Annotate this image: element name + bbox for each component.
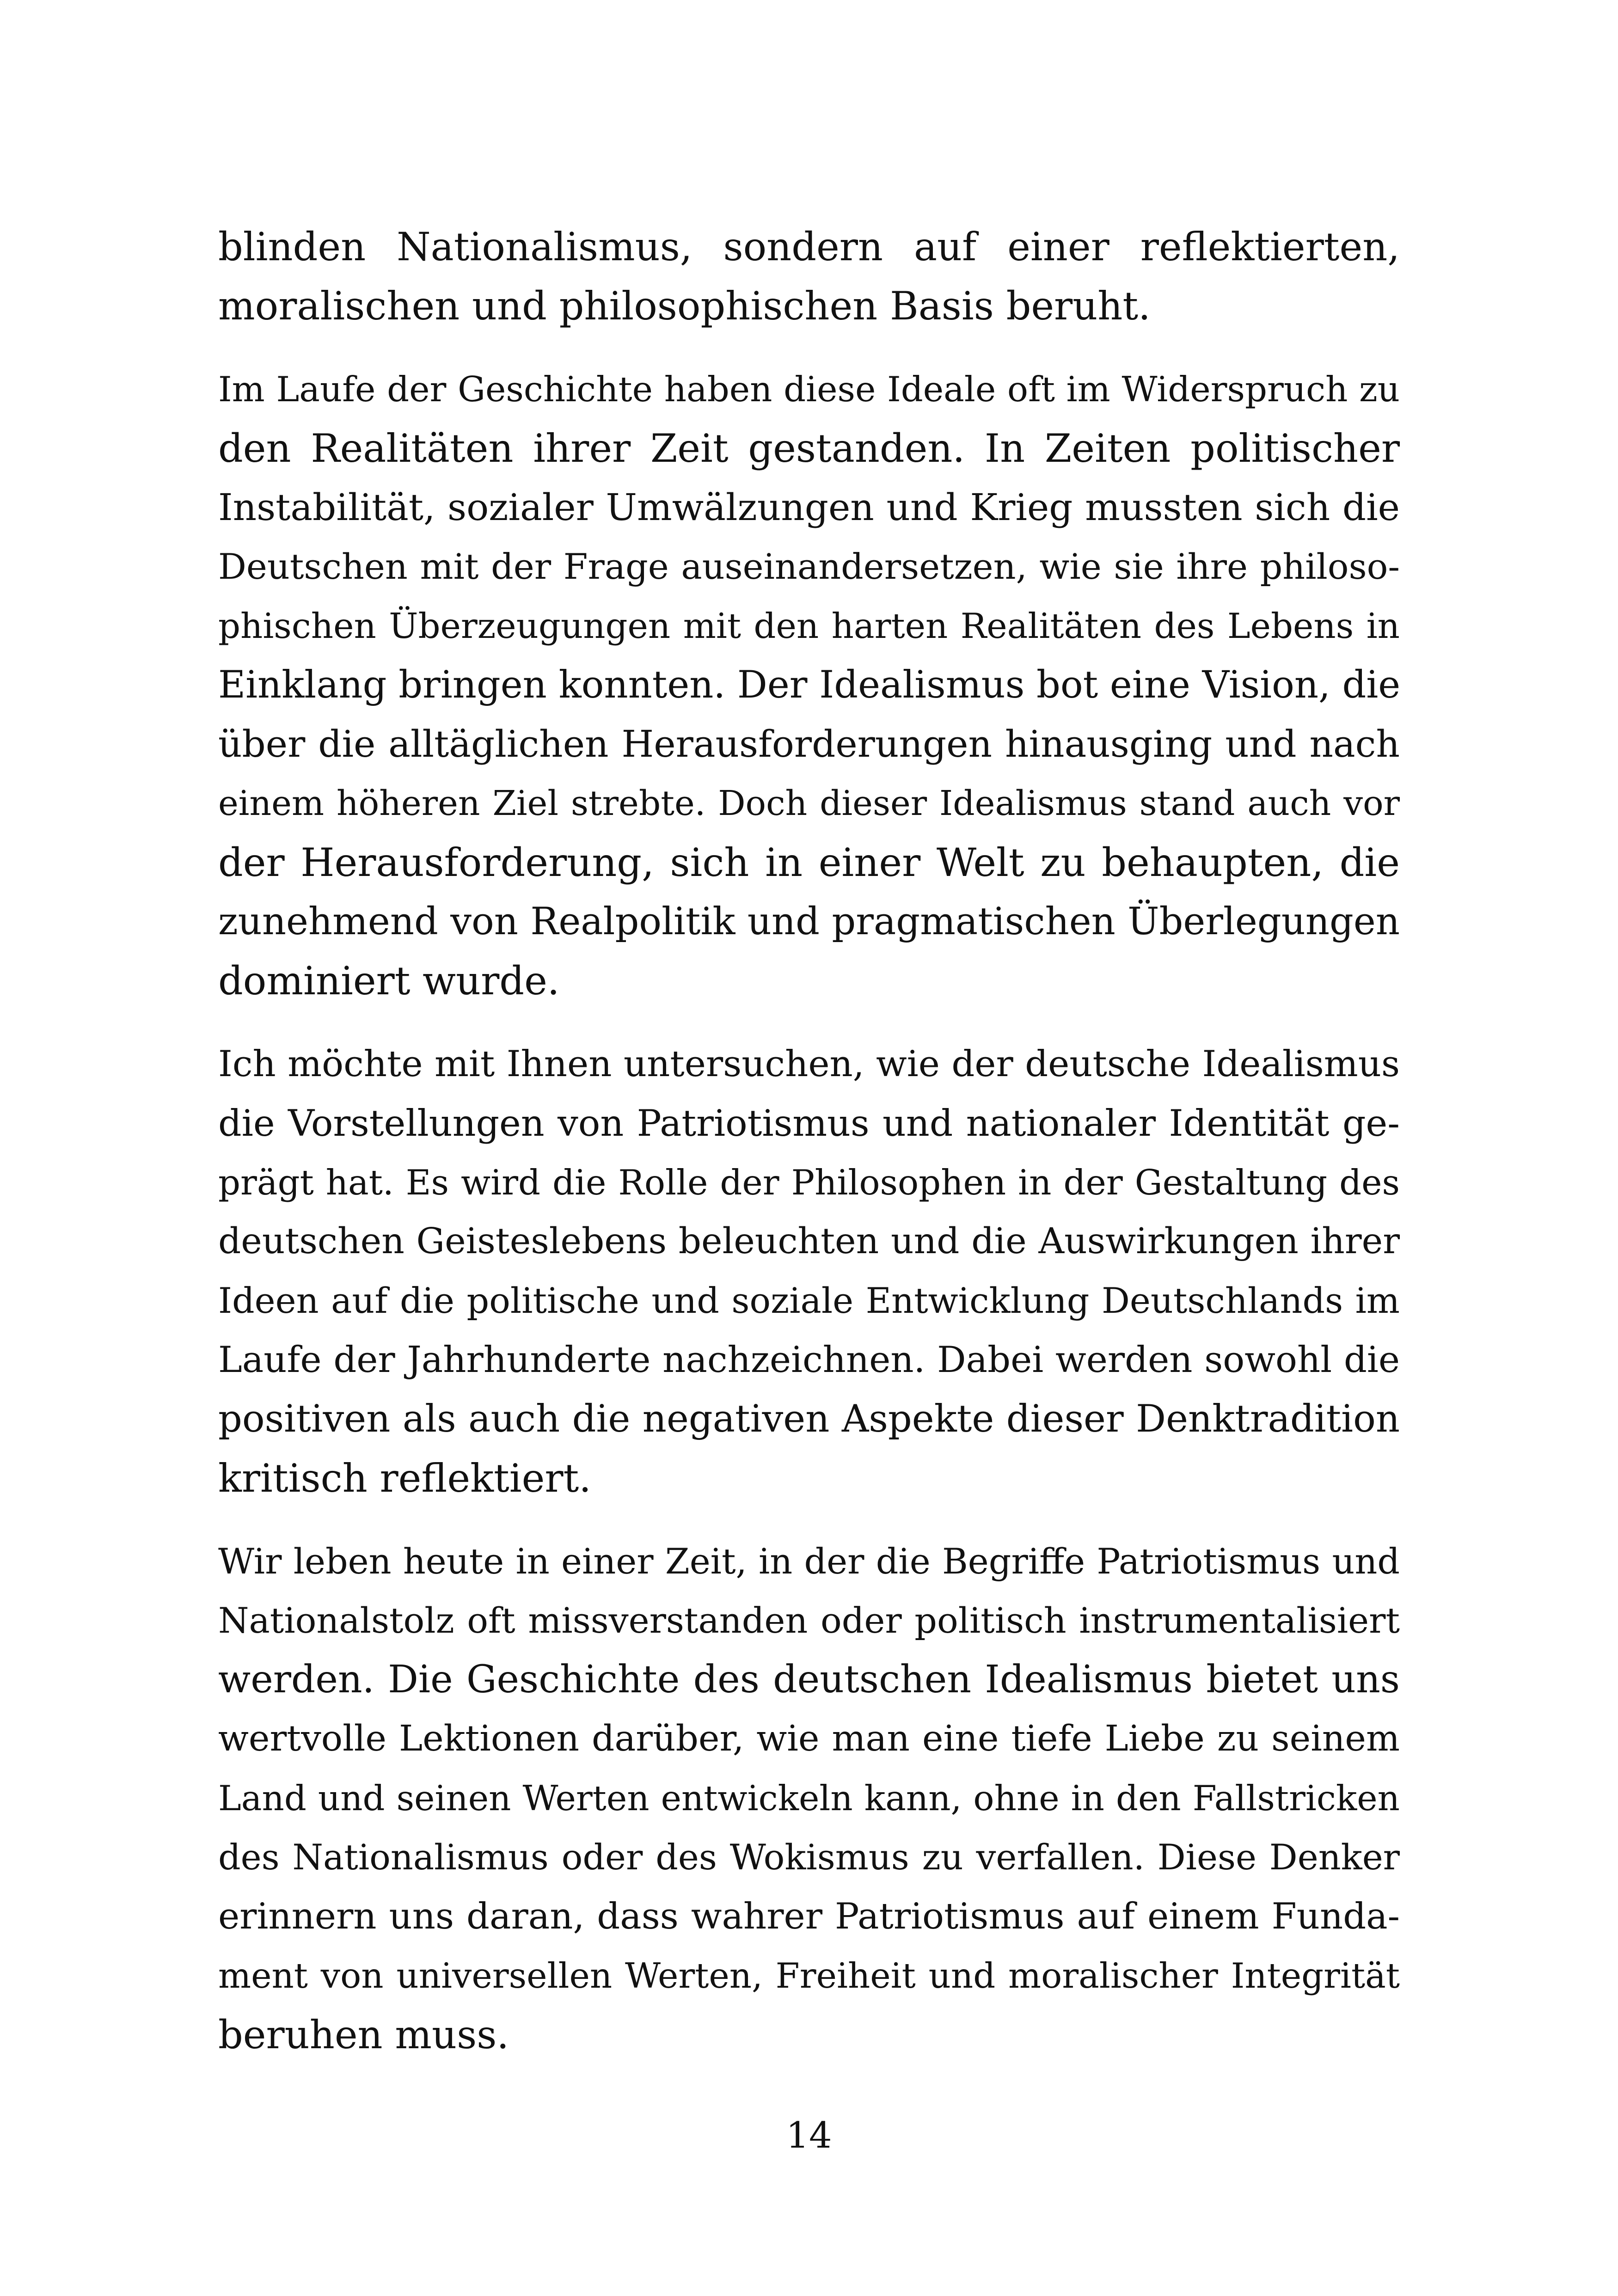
text-line: blinden Nationalismus, sondern auf einer reflektierten, — [218, 224, 1400, 269]
text-line: positiven als auch die negativen Aspekte dieser Denktradition — [218, 1397, 1400, 1441]
text-line: dominiert wurde. — [218, 958, 560, 1004]
text-line: deutschen Geisteslebens beleuchten und die Auswirkungen ihrer — [218, 1221, 1400, 1262]
text-line: prägt hat. Es wird die Rolle der Philosophen in der Gestaltung des — [218, 1162, 1400, 1203]
text-line: über die alltäglichen Herausforderungen hinausging und nach — [218, 722, 1400, 765]
paragraph-gap — [218, 1010, 1400, 1035]
paragraph-4 — [218, 1532, 1400, 2064]
text-line: des Nationalismus oder des Wokismus zu verfallen. Diese Denker — [218, 1837, 1400, 1878]
text-line: moralischen und philosophischen Basis beruht. — [218, 283, 1151, 329]
text-line: zunehmend von Realpolitik und pragmatischen Überlegungen — [218, 900, 1400, 943]
text-line: Ideen auf die politische und soziale Entwicklung Deutschlands im — [218, 1280, 1400, 1321]
text-line: erinnern uns daran, dass wahrer Patriotismus auf einem Funda- — [218, 1896, 1400, 1937]
text-line: werden. Die Geschichte des deutschen Idealismus bietet uns — [218, 1658, 1400, 1702]
paragraph-3 — [218, 1035, 1400, 1508]
text-line: Deutschen mit der Frage auseinandersetzen, wie sie ihre philoso- — [218, 546, 1400, 587]
paragraph-gap — [218, 336, 1400, 360]
paragraph-gap — [218, 1508, 1400, 1532]
text-line: phischen Überzeugungen mit den harten Realitäten des Lebens in — [218, 606, 1400, 646]
text-line: beruhen muss. — [218, 2012, 509, 2057]
text-line: Instabilität, sozialer Umwälzungen und Krieg mussten sich die — [218, 486, 1400, 529]
text-line: Ich möchte mit Ihnen untersuchen, wie der deutsche Idealismus — [218, 1043, 1400, 1085]
text-line: wertvolle Lektionen darüber, wie man eine tiefe Liebe zu seinem — [218, 1718, 1400, 1759]
text-line: Land und seinen Werten entwickeln kann, ohne in den Fallstricken — [218, 1778, 1400, 1818]
paragraph-1 — [218, 217, 1400, 336]
text-line: Wir leben heute in einer Zeit, in der die Begriffe Patriotismus und — [218, 1541, 1400, 1582]
text-line: Im Laufe der Geschichte haben diese Ideale oft im Widerspruch zu — [218, 369, 1400, 410]
text-line: ment von universellen Werten, Freiheit und moralischer Integrität — [218, 1955, 1400, 1996]
text-line: die Vorstellungen von Patriotismus und nationaler Identität ge- — [218, 1102, 1400, 1145]
text-line: kritisch reflektiert. — [218, 1456, 591, 1501]
text-line: Einklang bringen konnten. Der Idealismus bot eine Vision, die — [218, 663, 1401, 707]
page-number: 14 — [786, 2115, 832, 2156]
text-line: Nationalstolz oft missverstanden oder politisch instrumentalisiert — [218, 1600, 1400, 1641]
text-line: einem höheren Ziel strebte. Doch dieser Idealismus stand auch vor — [218, 784, 1400, 823]
text-line: den Realitäten ihrer Zeit gestanden. In Zeiten politischer — [218, 426, 1400, 471]
body-text — [218, 217, 1400, 2064]
text-line: Laufe der Jahrhunderte nachzeichnen. Dabei werden sowohl die — [218, 1339, 1400, 1381]
paragraph-2 — [218, 360, 1400, 1010]
text-line: der Herausforderung, sich in einer Welt zu behaupten, die — [218, 840, 1400, 885]
